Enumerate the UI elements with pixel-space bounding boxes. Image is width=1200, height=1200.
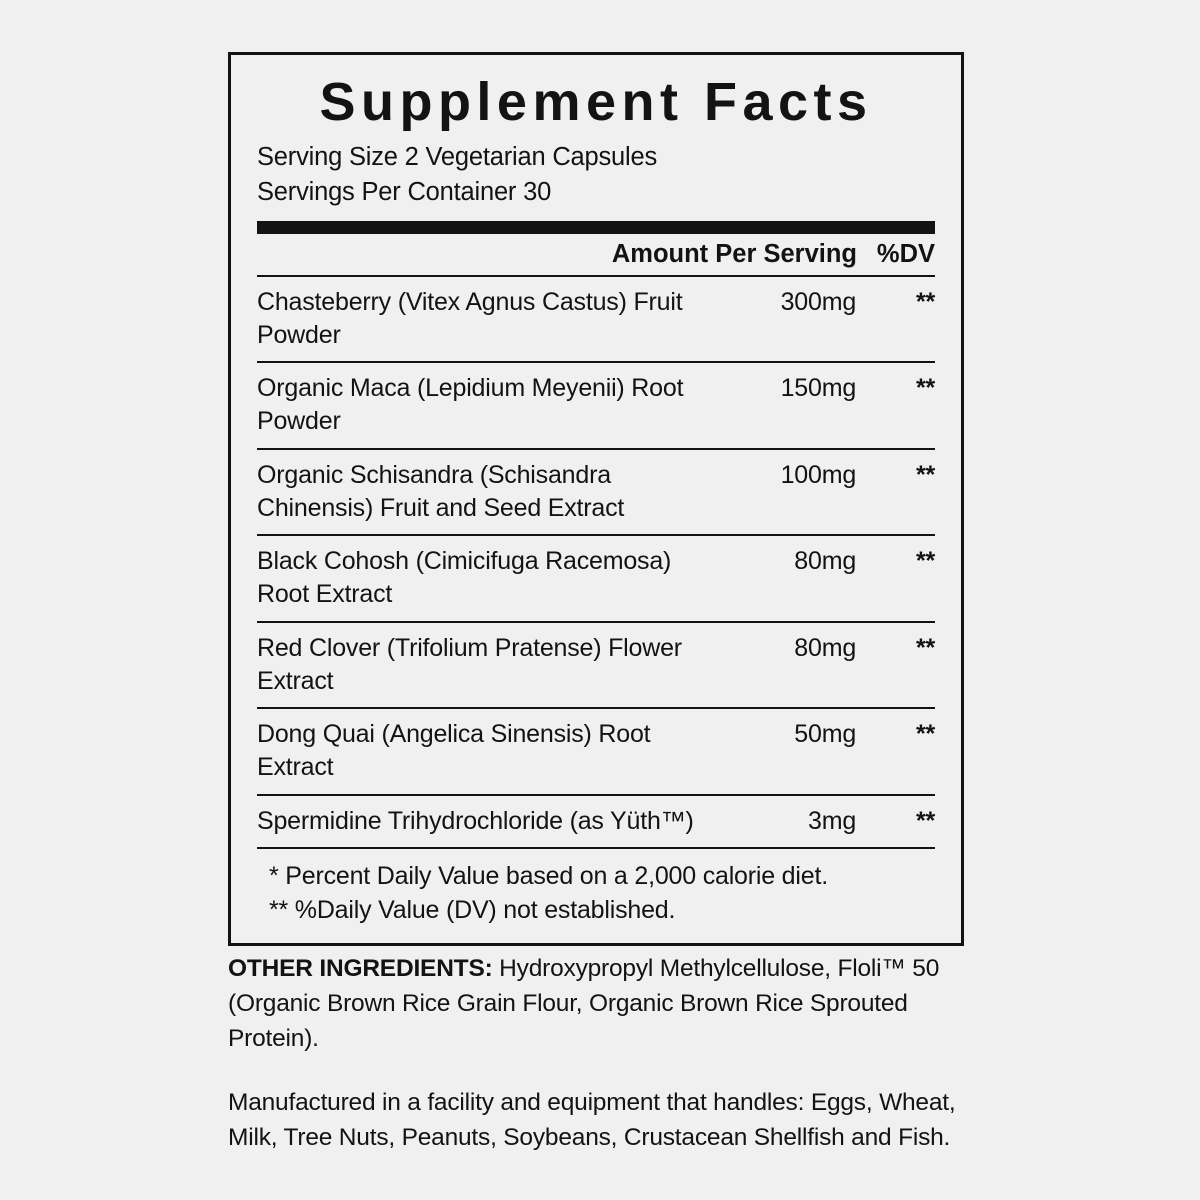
allergen-statement: Manufactured in a facility and equipment that handles: Eggs, Wheat, Milk, Tree Nuts, Peanuts, Soybeans, Crustacean Shellfish and Fish. xyxy=(228,1089,956,1152)
ingredients-table xyxy=(257,277,935,849)
table-row xyxy=(257,449,935,536)
ingredient-amount: 3mg xyxy=(714,795,856,848)
ingredient-amount: 50mg xyxy=(714,708,856,795)
ingredient-name: Spermidine Trihydrochloride (as Yüth™) xyxy=(257,795,714,848)
ingredient-name: Dong Quai (Angelica Sinensis) Root Extract xyxy=(257,708,714,795)
supplement-facts-panel xyxy=(228,52,964,946)
servings-per-container-line: Servings Per Container 30 xyxy=(257,177,552,206)
ingredient-amount: 80mg xyxy=(714,622,856,709)
ingredient-dv: ** xyxy=(856,622,935,709)
below-panel-text xyxy=(228,952,978,1156)
ingredient-dv: ** xyxy=(856,449,935,536)
table-row xyxy=(257,795,935,848)
footnotes xyxy=(257,849,935,927)
ingredient-dv: ** xyxy=(856,277,935,363)
table-row xyxy=(257,622,935,709)
table-header-row xyxy=(257,234,935,277)
footnote-dv-not-established: ** %Daily Value (DV) not established. xyxy=(269,895,676,924)
table-row xyxy=(257,362,935,449)
ingredient-amount: 300mg xyxy=(714,277,856,363)
thick-divider xyxy=(257,221,935,234)
ingredient-dv: ** xyxy=(856,795,935,848)
ingredient-name: Red Clover (Trifolium Pratense) Flower Extract xyxy=(257,622,714,709)
ingredient-amount: 150mg xyxy=(714,362,856,449)
ingredient-name: Organic Maca (Lepidium Meyenii) Root Powder xyxy=(257,362,714,449)
other-ingredients-text: Hydroxypropyl Methylcellulose, Floli™ 50 (Organic Brown Rice Grain Flour, Organic Brown Rice Sprouted Protein). xyxy=(228,955,940,1052)
table-row xyxy=(257,277,935,363)
table-row xyxy=(257,535,935,622)
table-row xyxy=(257,708,935,795)
ingredient-amount: 80mg xyxy=(714,535,856,622)
ingredient-amount: 100mg xyxy=(714,449,856,536)
other-ingredients-paragraph xyxy=(228,952,978,1056)
ingredient-dv: ** xyxy=(856,362,935,449)
ingredient-name: Black Cohosh (Cimicifuga Racemosa) Root Extract xyxy=(257,535,714,622)
percent-dv-header: %DV xyxy=(876,239,935,268)
amount-per-serving-header: Amount Per Serving xyxy=(611,239,857,268)
ingredient-dv: ** xyxy=(856,535,935,622)
ingredient-name: Chasteberry (Vitex Agnus Castus) Fruit Powder xyxy=(257,277,714,363)
page-title: Supplement Facts xyxy=(319,72,873,132)
ingredient-dv: ** xyxy=(856,708,935,795)
footnote-daily-value: * Percent Daily Value based on a 2,000 calorie diet. xyxy=(269,861,828,890)
other-ingredients-label: OTHER INGREDIENTS: xyxy=(228,955,493,982)
serving-size-line: Serving Size 2 Vegetarian Capsules xyxy=(257,143,658,172)
ingredient-name: Organic Schisandra (Schisandra Chinensis) Fruit and Seed Extract xyxy=(257,449,714,536)
